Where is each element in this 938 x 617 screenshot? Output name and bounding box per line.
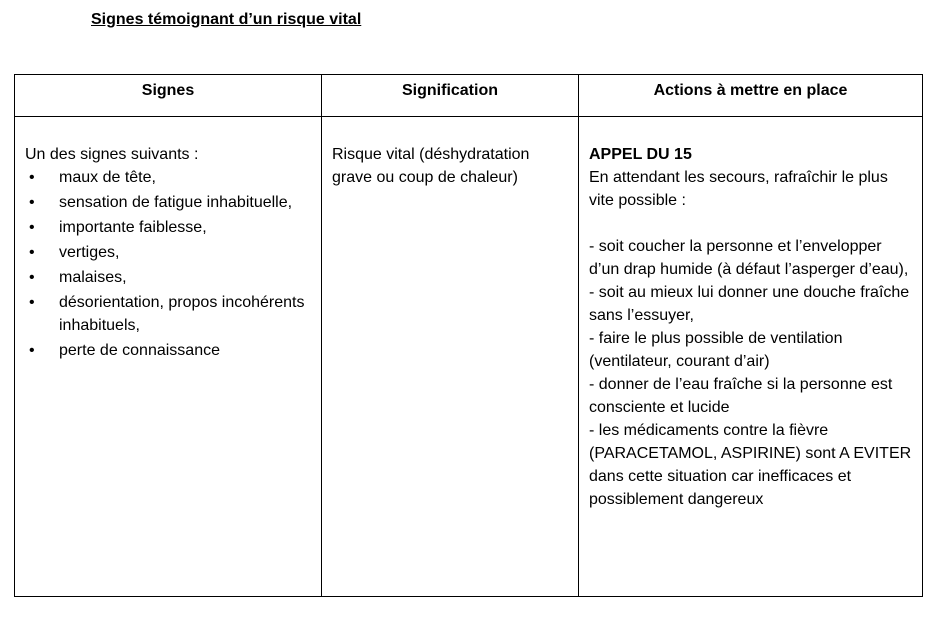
bullet-icon: • bbox=[29, 169, 35, 186]
action-step: - donner de l’eau fraîche si la personne est consciente et lucide bbox=[589, 376, 893, 416]
list-item-text: vertiges, bbox=[59, 244, 120, 261]
actions-intro: En attendant les secours, rafraîchir le plus vite possible : bbox=[589, 169, 888, 209]
bullet-icon: • bbox=[29, 294, 35, 311]
list-item bbox=[25, 191, 311, 214]
list-item bbox=[25, 339, 311, 362]
signes-list bbox=[25, 166, 311, 362]
bullet-icon: • bbox=[29, 219, 35, 236]
signes-intro: Un des signes suivants : bbox=[25, 146, 199, 163]
signes-cell bbox=[15, 117, 322, 597]
action-step: - soit coucher la personne et l’envelopper d’un drap humide (à défaut l’asperger d’eau), bbox=[589, 238, 909, 278]
header-signification: Signification bbox=[322, 75, 579, 117]
list-item-text: importante faiblesse, bbox=[59, 219, 207, 236]
list-item bbox=[25, 241, 311, 264]
bullet-icon: • bbox=[29, 244, 35, 261]
list-item-text: malaises, bbox=[59, 269, 127, 286]
list-item bbox=[25, 166, 311, 189]
table-header-row bbox=[15, 75, 923, 117]
bullet-icon: • bbox=[29, 342, 35, 359]
list-item-text: désorientation, propos incohérents inhabituels, bbox=[59, 294, 305, 334]
header-actions: Actions à mettre en place bbox=[579, 75, 923, 117]
action-step: - soit au mieux lui donner une douche fraîche sans l’essuyer, bbox=[589, 284, 910, 324]
bullet-icon: • bbox=[29, 194, 35, 211]
list-item-text: sensation de fatigue inhabituelle, bbox=[59, 194, 293, 211]
header-signes: Signes bbox=[15, 75, 322, 117]
signification-text: Risque vital (déshydratation grave ou coup de chaleur) bbox=[332, 146, 530, 186]
actions-cell bbox=[579, 117, 923, 597]
list-item bbox=[25, 266, 311, 289]
emergency-call-title: APPEL DU 15 bbox=[589, 146, 692, 163]
table-body-row bbox=[15, 117, 923, 597]
bullet-icon: • bbox=[29, 269, 35, 286]
document-title: Signes témoignant d’un risque vital bbox=[91, 11, 362, 28]
signification-cell bbox=[322, 117, 579, 597]
list-item bbox=[25, 216, 311, 239]
list-item bbox=[25, 291, 311, 337]
list-item-text: maux de tête, bbox=[59, 169, 156, 186]
action-step: - les médicaments contre la fièvre (PARACETAMOL, ASPIRINE) sont A EVITER dans cette situation car inefficaces et possiblement dangereux bbox=[589, 422, 912, 508]
paragraph-gap bbox=[589, 212, 912, 235]
action-step: - faire le plus possible de ventilation (ventilateur, courant d’air) bbox=[589, 330, 843, 370]
risk-table bbox=[14, 74, 923, 597]
list-item-text: perte de connaissance bbox=[59, 342, 220, 359]
